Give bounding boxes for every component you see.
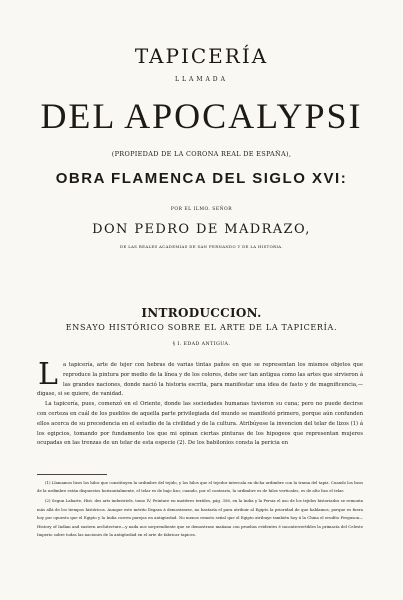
title-tapiceria: TAPICERÍA	[134, 44, 269, 68]
author-name: DON PEDRO DE MADRAZO,	[92, 222, 311, 237]
paragraph-1	[37, 357, 363, 400]
paragraph-1-text: a tapicería, arte de tejer con hebras de varias tintas paños en que se representan los mismos objetos que reproduce la pintura por medio de la línea y de los colores, debe ser tan antigua como las artes que sirvieron á las grandes naciones, donde nació la historia escrita, para manifestar una idea de fasto y de magnificencia,— digase, si se quiere, de vanidad.	[37, 362, 363, 398]
body-text	[37, 357, 363, 449]
footnote-rule	[37, 474, 107, 475]
main-title: DEL APOCALYPSI	[40, 96, 363, 136]
section-heading: INTRODUCCION.	[141, 306, 262, 320]
obra-heading: OBRA FLAMENCA DEL SIGLO XVI:	[55, 170, 348, 187]
section-part: § I. EDAD ANTIGUA.	[172, 342, 231, 347]
paragraph-2: La tapicería, pues, comenzó en el Oriente, donde las sociedades humanas tuvieron su cuna; pero no puede decirse con certeza en cuál de los pueblos de aquella parte privilegiada del mundo se manifestó primero, porque aún confunden ellos acerca de su precedencia en el estudio de la civilidad y de la cultura. Atribúyese la invencion del telar de lizos (1) á los egipcios, tomando por fundamento los que mi opinan ciertas pinturas de los hipogeos que representan mujeres ocupadas en las trenzas de un telar de esta especie (2). De los babilonios consta la pericia en	[37, 401, 363, 447]
author-affiliation: DE LAS REALES ACADEMIAS DE SAN FERNANDO Y DE LA HISTORIA.	[120, 244, 283, 249]
subtitle-llamada: LLAMADA	[175, 76, 228, 83]
propiedad-line: (PROPIEDAD DE LA CORONA REAL DE ESPAÑA),	[111, 150, 292, 158]
footnote-1: (1) Llamamos lizos los hilos que constituyen la urdimbre del tejido, y los hilos que el tejedor intercala en dicha urdimbre con la trama del tapiz. Cuando los lizos de la urdimbre están dispuestos horizontalmente, el telar es de bajo lizo; cuando, por el contrario, la urdimbre es de hilos verticales, es de alto lizo el telar.	[37, 480, 363, 494]
drop-cap: L	[38, 357, 58, 392]
footnotes	[37, 479, 363, 541]
footnote-2: (2) Segun Labarte, Hist. des arts industriels, tomo IV, Peinture en matières textiles, pág. 356, en la India y la Persia el uso de los tejidos historiados se remonta más allá de los tiempos históricos. Aunque este mérito llegara á demostrarse, no bastaría el para atribuir al Egipto la prioridad de que hablamos, porque es fuera hoy por opuesto que el Egipto y la India corren parejas en antigüedad. No menos remoto señal que el Egipto atribuye también hoy á la China el erudito Ferguson— History of Indian and eastern architecture—y nada nos sorprendiente que se demostrase mañana con pruebas evidentes é incontrovertibles la primacía del Celeste Imperio sobre todas las naciones de la antigüedad en el arte de fabricar tapices.	[37, 498, 363, 537]
por-line: POR EL ILMO. SEÑOR	[170, 207, 233, 212]
section-subheading: ENSAYO HISTÓRICO SOBRE EL ARTE DE LA TAPICERÍA.	[65, 323, 338, 332]
